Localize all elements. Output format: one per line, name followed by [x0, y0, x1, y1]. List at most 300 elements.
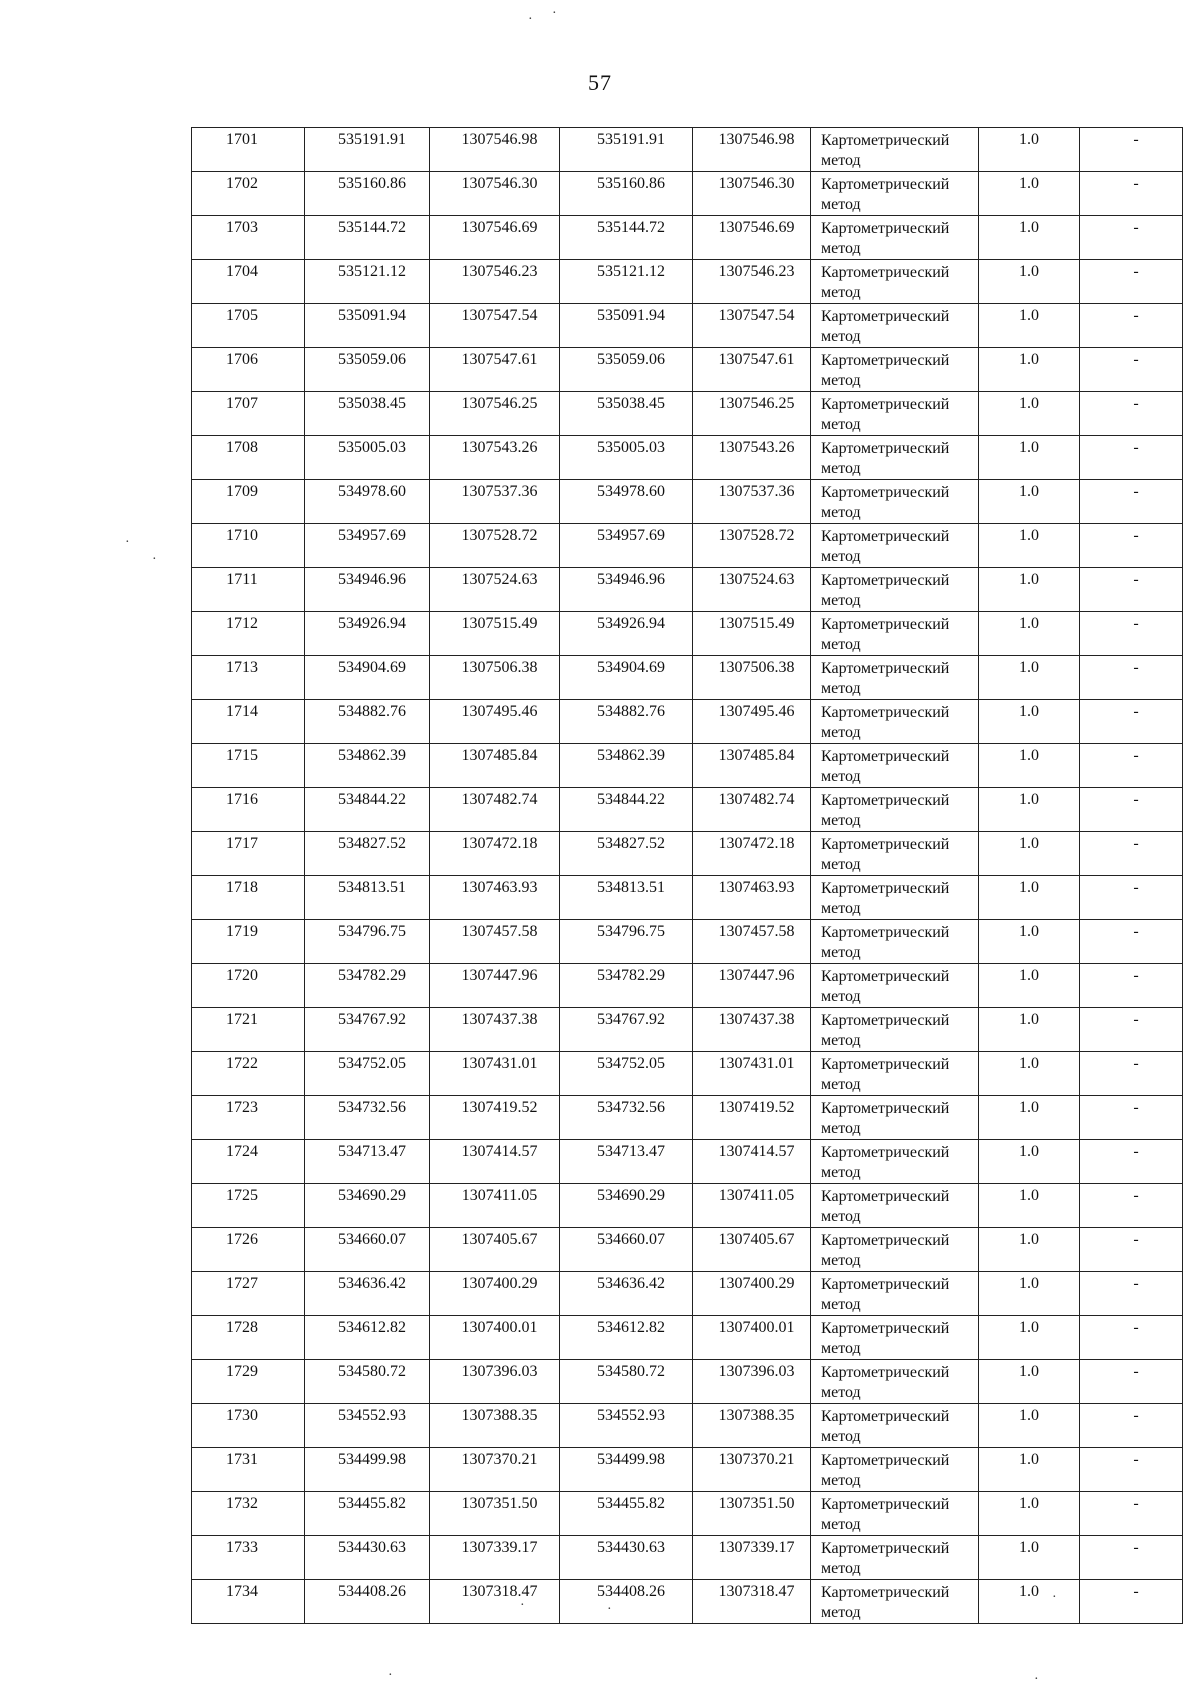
precision-text: 1.0 — [1019, 1231, 1039, 1248]
x-coordinate-text: 535005.03 — [338, 439, 406, 456]
x-coordinate-text: 534813.51 — [338, 879, 406, 896]
method-cell — [811, 1052, 979, 1096]
x-coordinate-text: 534946.96 — [338, 571, 406, 588]
note-text: - — [1133, 263, 1139, 280]
y-coordinate-text: 1307388.35 — [461, 1407, 538, 1424]
note-cell — [1080, 964, 1183, 1008]
point-number-text: 1730 — [226, 1407, 258, 1424]
y-coordinate-text: 1307447.96 — [461, 967, 538, 984]
precision-cell — [979, 744, 1080, 788]
note-text: - — [1133, 1099, 1139, 1116]
x-coordinate-2-cell — [560, 1096, 693, 1140]
y-coordinate-2-text: 1307419.52 — [718, 1099, 795, 1116]
point-number-cell — [192, 832, 305, 876]
note-cell — [1080, 1404, 1183, 1448]
point-number-text: 1731 — [226, 1451, 258, 1468]
note-text: - — [1133, 571, 1139, 588]
note-text: - — [1133, 1275, 1139, 1292]
page-number: 57 — [588, 70, 612, 95]
y-coordinate-2-cell — [693, 964, 811, 1008]
x-coordinate-2-cell — [560, 524, 693, 568]
x-coordinate-2-text: 534580.72 — [597, 1363, 665, 1380]
note-text: - — [1133, 219, 1139, 236]
method-text: Картометрический метод — [821, 616, 950, 653]
method-text: Картометрический метод — [821, 1012, 950, 1049]
point-number-cell — [192, 260, 305, 304]
table-row — [192, 1228, 1183, 1272]
y-coordinate-text: 1307547.54 — [461, 307, 538, 324]
x-coordinate-cell — [305, 1360, 430, 1404]
x-coordinate-2-text: 534946.96 — [597, 571, 665, 588]
x-coordinate-cell — [305, 304, 430, 348]
y-coordinate-2-cell — [693, 524, 811, 568]
point-number-text: 1710 — [226, 527, 258, 544]
x-coordinate-cell — [305, 128, 430, 172]
y-coordinate-text: 1307485.84 — [461, 747, 538, 764]
scan-speck: · — [552, 6, 557, 21]
x-coordinate-2-cell — [560, 392, 693, 436]
y-coordinate-2-cell — [693, 1360, 811, 1404]
x-coordinate-2-text: 534636.42 — [597, 1275, 665, 1292]
note-cell — [1080, 1184, 1183, 1228]
x-coordinate-text: 535144.72 — [338, 219, 406, 236]
precision-cell — [979, 260, 1080, 304]
point-number-cell — [192, 920, 305, 964]
y-coordinate-text: 1307411.05 — [461, 1187, 538, 1204]
note-text: - — [1133, 1187, 1139, 1204]
y-coordinate-2-cell — [693, 1008, 811, 1052]
x-coordinate-2-text: 534767.92 — [597, 1011, 665, 1028]
y-coordinate-cell — [430, 1096, 560, 1140]
table-row — [192, 524, 1183, 568]
y-coordinate-2-cell — [693, 832, 811, 876]
note-cell — [1080, 656, 1183, 700]
x-coordinate-2-cell — [560, 832, 693, 876]
y-coordinate-cell — [430, 1536, 560, 1580]
x-coordinate-2-cell — [560, 260, 693, 304]
y-coordinate-cell — [430, 1492, 560, 1536]
x-coordinate-text: 534926.94 — [338, 615, 406, 632]
x-coordinate-2-cell — [560, 1404, 693, 1448]
x-coordinate-cell — [305, 524, 430, 568]
x-coordinate-cell — [305, 1008, 430, 1052]
y-coordinate-cell — [430, 128, 560, 172]
precision-text: 1.0 — [1019, 703, 1039, 720]
x-coordinate-text: 534752.05 — [338, 1055, 406, 1072]
precision-cell — [979, 304, 1080, 348]
method-cell — [811, 1492, 979, 1536]
y-coordinate-cell — [430, 392, 560, 436]
table-row — [192, 392, 1183, 436]
x-coordinate-2-cell — [560, 172, 693, 216]
x-coordinate-2-cell — [560, 1228, 693, 1272]
precision-text: 1.0 — [1019, 395, 1039, 412]
method-text: Картометрический метод — [821, 176, 950, 213]
precision-text: 1.0 — [1019, 615, 1039, 632]
x-coordinate-text: 534580.72 — [338, 1363, 406, 1380]
x-coordinate-text: 535160.86 — [338, 175, 406, 192]
y-coordinate-2-text: 1307411.05 — [718, 1187, 795, 1204]
table-row — [192, 1096, 1183, 1140]
note-cell — [1080, 920, 1183, 964]
y-coordinate-cell — [430, 1448, 560, 1492]
method-text: Картометрический метод — [821, 1452, 950, 1489]
y-coordinate-text: 1307419.52 — [461, 1099, 538, 1116]
x-coordinate-2-text: 534957.69 — [597, 527, 665, 544]
y-coordinate-cell — [430, 480, 560, 524]
point-number-cell — [192, 392, 305, 436]
point-number-text: 1727 — [226, 1275, 258, 1292]
point-number-text: 1724 — [226, 1143, 258, 1160]
y-coordinate-cell — [430, 1228, 560, 1272]
y-coordinate-cell — [430, 656, 560, 700]
point-number-text: 1705 — [226, 307, 258, 324]
y-coordinate-text: 1307414.57 — [461, 1143, 538, 1160]
method-cell — [811, 480, 979, 524]
x-coordinate-2-text: 535160.86 — [597, 175, 665, 192]
x-coordinate-2-text: 534752.05 — [597, 1055, 665, 1072]
note-text: - — [1133, 351, 1139, 368]
y-coordinate-text: 1307524.63 — [461, 571, 538, 588]
point-number-cell — [192, 744, 305, 788]
x-coordinate-2-text: 535191.91 — [597, 131, 665, 148]
y-coordinate-2-cell — [693, 260, 811, 304]
table-row — [192, 788, 1183, 832]
y-coordinate-text: 1307546.25 — [461, 395, 538, 412]
x-coordinate-cell — [305, 964, 430, 1008]
y-coordinate-cell — [430, 216, 560, 260]
point-number-cell — [192, 348, 305, 392]
y-coordinate-cell — [430, 1272, 560, 1316]
x-coordinate-2-text: 535038.45 — [597, 395, 665, 412]
x-coordinate-cell — [305, 436, 430, 480]
x-coordinate-cell — [305, 480, 430, 524]
method-cell — [811, 436, 979, 480]
table-row — [192, 920, 1183, 964]
table-row — [192, 1052, 1183, 1096]
method-text: Картометрический метод — [821, 220, 950, 257]
y-coordinate-text: 1307546.30 — [461, 175, 538, 192]
method-text: Картометрический метод — [821, 748, 950, 785]
note-cell — [1080, 1052, 1183, 1096]
precision-text: 1.0 — [1019, 131, 1039, 148]
y-coordinate-text: 1307547.61 — [461, 351, 538, 368]
y-coordinate-2-text: 1307547.61 — [718, 351, 795, 368]
y-coordinate-2-cell — [693, 1536, 811, 1580]
method-text: Картометрический метод — [821, 1364, 950, 1401]
y-coordinate-2-cell — [693, 568, 811, 612]
x-coordinate-2-text: 534408.26 — [597, 1583, 665, 1600]
method-text: Картометрический метод — [821, 880, 950, 917]
precision-text: 1.0 — [1019, 659, 1039, 676]
x-coordinate-cell — [305, 1404, 430, 1448]
method-cell — [811, 568, 979, 612]
note-text: - — [1133, 703, 1139, 720]
x-coordinate-2-cell — [560, 1360, 693, 1404]
y-coordinate-2-cell — [693, 1492, 811, 1536]
x-coordinate-2-text: 534732.56 — [597, 1099, 665, 1116]
point-number-text: 1718 — [226, 879, 258, 896]
note-text: - — [1133, 1319, 1139, 1336]
y-coordinate-text: 1307400.29 — [461, 1275, 538, 1292]
y-coordinate-cell — [430, 964, 560, 1008]
table-body — [192, 128, 1183, 1624]
y-coordinate-2-cell — [693, 1052, 811, 1096]
x-coordinate-2-text: 534690.29 — [597, 1187, 665, 1204]
point-number-text: 1719 — [226, 923, 258, 940]
x-coordinate-2-text: 534862.39 — [597, 747, 665, 764]
x-coordinate-2-cell — [560, 304, 693, 348]
precision-text: 1.0 — [1019, 1099, 1039, 1116]
y-coordinate-text: 1307546.69 — [461, 219, 538, 236]
method-text: Картометрический метод — [821, 132, 950, 169]
note-text: - — [1133, 1407, 1139, 1424]
precision-text: 1.0 — [1019, 1187, 1039, 1204]
note-text: - — [1133, 483, 1139, 500]
point-number-text: 1712 — [226, 615, 258, 632]
note-text: - — [1133, 527, 1139, 544]
point-number-cell — [192, 172, 305, 216]
note-text: - — [1133, 175, 1139, 192]
x-coordinate-cell — [305, 1272, 430, 1316]
y-coordinate-text: 1307463.93 — [461, 879, 538, 896]
x-coordinate-2-cell — [560, 436, 693, 480]
x-coordinate-cell — [305, 1316, 430, 1360]
method-text: Картометрический метод — [821, 1540, 950, 1577]
x-coordinate-2-text: 535059.06 — [597, 351, 665, 368]
precision-cell — [979, 1272, 1080, 1316]
y-coordinate-cell — [430, 876, 560, 920]
y-coordinate-cell — [430, 1052, 560, 1096]
point-number-cell — [192, 128, 305, 172]
method-cell — [811, 832, 979, 876]
y-coordinate-2-text: 1307543.26 — [718, 439, 795, 456]
y-coordinate-2-cell — [693, 612, 811, 656]
note-text: - — [1133, 1451, 1139, 1468]
precision-cell — [979, 656, 1080, 700]
precision-cell — [979, 524, 1080, 568]
point-number-cell — [192, 876, 305, 920]
table-row — [192, 348, 1183, 392]
method-text: Картометрический метод — [821, 440, 950, 477]
coordinates-table — [191, 127, 1183, 1624]
method-cell — [811, 216, 979, 260]
y-coordinate-cell — [430, 920, 560, 964]
y-coordinate-2-text: 1307400.01 — [718, 1319, 795, 1336]
point-number-text: 1702 — [226, 175, 258, 192]
note-text: - — [1133, 1143, 1139, 1160]
method-cell — [811, 260, 979, 304]
y-coordinate-2-cell — [693, 128, 811, 172]
note-cell — [1080, 876, 1183, 920]
method-text: Картометрический метод — [821, 572, 950, 609]
y-coordinate-cell — [430, 1360, 560, 1404]
note-text: - — [1133, 1539, 1139, 1556]
y-coordinate-cell — [430, 1140, 560, 1184]
precision-text: 1.0 — [1019, 1539, 1039, 1556]
x-coordinate-cell — [305, 260, 430, 304]
x-coordinate-2-cell — [560, 568, 693, 612]
x-coordinate-text: 534827.52 — [338, 835, 406, 852]
x-coordinate-cell — [305, 920, 430, 964]
precision-cell — [979, 612, 1080, 656]
note-text: - — [1133, 879, 1139, 896]
precision-text: 1.0 — [1019, 439, 1039, 456]
table-row — [192, 260, 1183, 304]
precision-text: 1.0 — [1019, 1143, 1039, 1160]
precision-cell — [979, 1492, 1080, 1536]
x-coordinate-text: 535091.94 — [338, 307, 406, 324]
y-coordinate-text: 1307482.74 — [461, 791, 538, 808]
precision-text: 1.0 — [1019, 1583, 1039, 1600]
y-coordinate-text: 1307400.01 — [461, 1319, 538, 1336]
precision-cell — [979, 832, 1080, 876]
y-coordinate-cell — [430, 700, 560, 744]
y-coordinate-2-text: 1307400.29 — [718, 1275, 795, 1292]
precision-text: 1.0 — [1019, 1451, 1039, 1468]
y-coordinate-text: 1307396.03 — [461, 1363, 538, 1380]
y-coordinate-2-cell — [693, 348, 811, 392]
y-coordinate-2-text: 1307370.21 — [718, 1451, 795, 1468]
note-text: - — [1133, 747, 1139, 764]
method-text: Картометрический метод — [821, 792, 950, 829]
note-cell — [1080, 1448, 1183, 1492]
precision-cell — [979, 920, 1080, 964]
precision-text: 1.0 — [1019, 1363, 1039, 1380]
method-text: Картометрический метод — [821, 352, 950, 389]
method-cell — [811, 1448, 979, 1492]
x-coordinate-2-cell — [560, 1536, 693, 1580]
method-cell — [811, 1096, 979, 1140]
table-row — [192, 1184, 1183, 1228]
scan-speck: · — [528, 12, 533, 27]
note-text: - — [1133, 1495, 1139, 1512]
y-coordinate-text: 1307546.98 — [461, 131, 538, 148]
y-coordinate-cell — [430, 1184, 560, 1228]
method-cell — [811, 348, 979, 392]
y-coordinate-2-text: 1307485.84 — [718, 747, 795, 764]
y-coordinate-2-text: 1307537.36 — [718, 483, 795, 500]
x-coordinate-2-text: 534713.47 — [597, 1143, 665, 1160]
point-number-text: 1722 — [226, 1055, 258, 1072]
table-row — [192, 1492, 1183, 1536]
point-number-text: 1714 — [226, 703, 258, 720]
method-text: Картометрический метод — [821, 1144, 950, 1181]
point-number-text: 1732 — [226, 1495, 258, 1512]
table-row — [192, 1448, 1183, 1492]
point-number-cell — [192, 480, 305, 524]
x-coordinate-text: 535191.91 — [338, 131, 406, 148]
y-coordinate-cell — [430, 1580, 560, 1624]
precision-text: 1.0 — [1019, 1407, 1039, 1424]
x-coordinate-cell — [305, 744, 430, 788]
note-text: - — [1133, 791, 1139, 808]
y-coordinate-text: 1307537.36 — [461, 483, 538, 500]
x-coordinate-cell — [305, 1096, 430, 1140]
precision-cell — [979, 1228, 1080, 1272]
precision-text: 1.0 — [1019, 307, 1039, 324]
point-number-text: 1733 — [226, 1539, 258, 1556]
note-text: - — [1133, 395, 1139, 412]
note-text: - — [1133, 1363, 1139, 1380]
point-number-text: 1708 — [226, 439, 258, 456]
x-coordinate-2-cell — [560, 1272, 693, 1316]
point-number-cell — [192, 1492, 305, 1536]
note-text: - — [1133, 659, 1139, 676]
table-row — [192, 436, 1183, 480]
x-coordinate-cell — [305, 656, 430, 700]
y-coordinate-cell — [430, 1404, 560, 1448]
precision-cell — [979, 348, 1080, 392]
x-coordinate-text: 534978.60 — [338, 483, 406, 500]
point-number-cell — [192, 1448, 305, 1492]
x-coordinate-cell — [305, 700, 430, 744]
method-cell — [811, 656, 979, 700]
precision-cell — [979, 700, 1080, 744]
x-coordinate-text: 534796.75 — [338, 923, 406, 940]
table-row — [192, 1316, 1183, 1360]
x-coordinate-2-text: 534904.69 — [597, 659, 665, 676]
method-text: Картометрический метод — [821, 836, 950, 873]
precision-cell — [979, 1052, 1080, 1096]
point-number-text: 1706 — [226, 351, 258, 368]
y-coordinate-2-text: 1307339.17 — [718, 1539, 795, 1556]
x-coordinate-text: 534430.63 — [338, 1539, 406, 1556]
point-number-cell — [192, 1228, 305, 1272]
y-coordinate-text: 1307546.23 — [461, 263, 538, 280]
x-coordinate-2-text: 535005.03 — [597, 439, 665, 456]
table-row — [192, 480, 1183, 524]
x-coordinate-cell — [305, 832, 430, 876]
point-number-text: 1709 — [226, 483, 258, 500]
note-cell — [1080, 568, 1183, 612]
precision-text: 1.0 — [1019, 1275, 1039, 1292]
note-cell — [1080, 436, 1183, 480]
scan-speck: · — [520, 1598, 525, 1613]
note-cell — [1080, 1228, 1183, 1272]
x-coordinate-2-cell — [560, 964, 693, 1008]
x-coordinate-text: 534882.76 — [338, 703, 406, 720]
note-cell — [1080, 524, 1183, 568]
note-cell — [1080, 612, 1183, 656]
table-row — [192, 1272, 1183, 1316]
y-coordinate-cell — [430, 788, 560, 832]
method-cell — [811, 304, 979, 348]
x-coordinate-2-cell — [560, 1580, 693, 1624]
scan-speck: · — [125, 535, 130, 550]
note-cell — [1080, 480, 1183, 524]
x-coordinate-text: 534767.92 — [338, 1011, 406, 1028]
x-coordinate-text: 535121.12 — [338, 263, 406, 280]
precision-text: 1.0 — [1019, 571, 1039, 588]
point-number-cell — [192, 964, 305, 1008]
note-text: - — [1133, 923, 1139, 940]
x-coordinate-2-cell — [560, 876, 693, 920]
y-coordinate-2-cell — [693, 392, 811, 436]
y-coordinate-text: 1307437.38 — [461, 1011, 538, 1028]
x-coordinate-text: 534690.29 — [338, 1187, 406, 1204]
note-cell — [1080, 1096, 1183, 1140]
y-coordinate-2-cell — [693, 216, 811, 260]
x-coordinate-2-text: 535144.72 — [597, 219, 665, 236]
table-row — [192, 304, 1183, 348]
y-coordinate-text: 1307528.72 — [461, 527, 538, 544]
table-row — [192, 656, 1183, 700]
method-cell — [811, 1316, 979, 1360]
x-coordinate-cell — [305, 1184, 430, 1228]
x-coordinate-text: 534455.82 — [338, 1495, 406, 1512]
method-cell — [811, 128, 979, 172]
